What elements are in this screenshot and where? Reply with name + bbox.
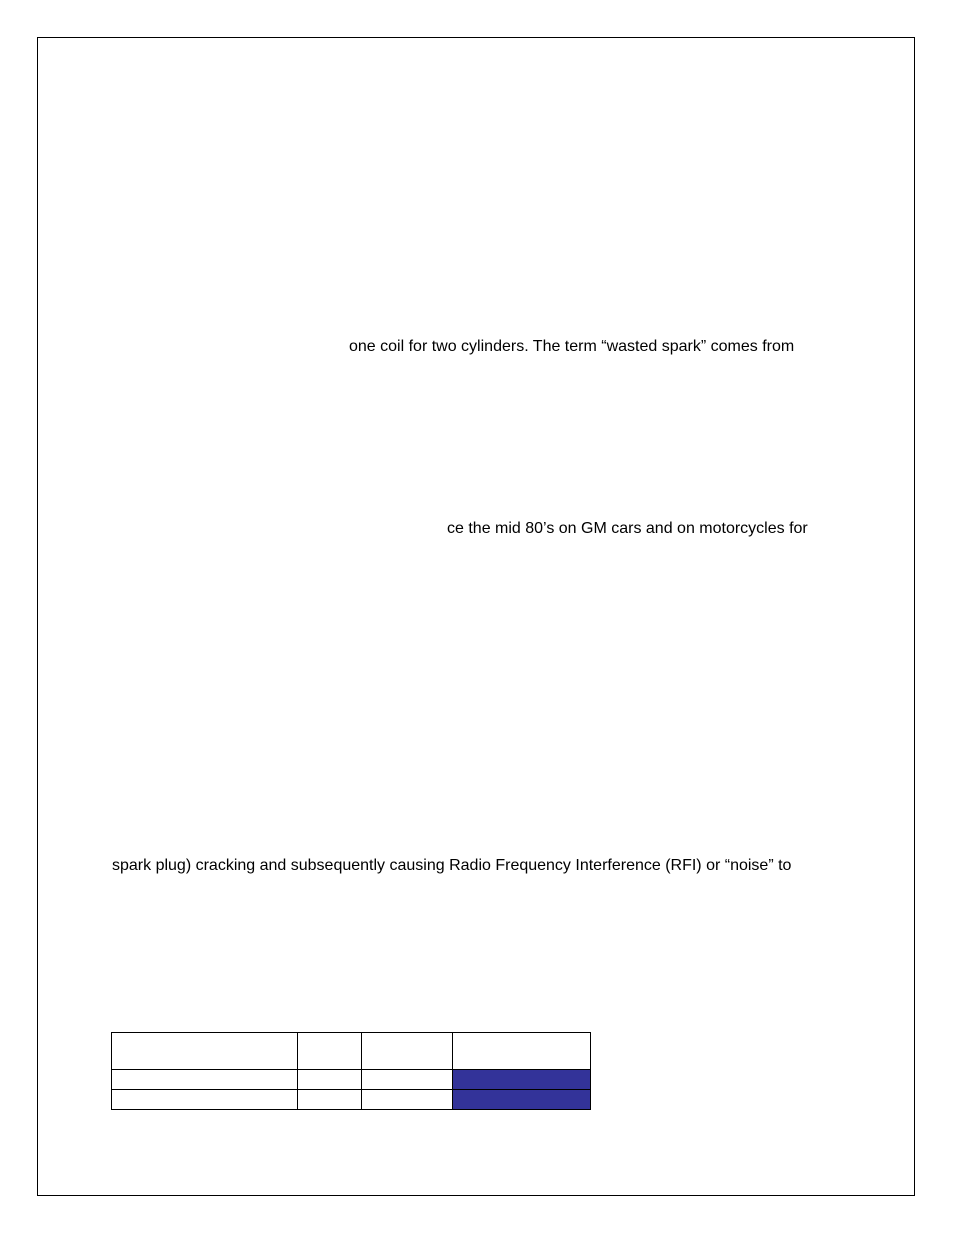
- table-cell: [453, 1033, 591, 1070]
- table-row: [112, 1090, 591, 1110]
- body-text-line-3: spark plug) cracking and subsequently causing Radio Frequency Interference (RFI) or “noise” to: [112, 857, 792, 874]
- table-header-row: [112, 1033, 591, 1070]
- table-cell: [112, 1033, 298, 1070]
- table-cell: [298, 1090, 362, 1110]
- table-cell-filled: [453, 1090, 591, 1110]
- table-cell: [362, 1070, 453, 1090]
- table-cell: [298, 1033, 362, 1070]
- page-border: [37, 37, 915, 1196]
- table-cell: [362, 1033, 453, 1070]
- table-row: [112, 1070, 591, 1090]
- table-cell: [362, 1090, 453, 1110]
- table-cell-filled: [453, 1070, 591, 1090]
- body-text-line-1: one coil for two cylinders. The term “wasted spark” comes from: [349, 338, 795, 355]
- body-text-line-2: ce the mid 80’s on GM cars and on motorcycles for: [447, 520, 808, 537]
- table-cell: [112, 1070, 298, 1090]
- data-table: [111, 1032, 591, 1110]
- table-cell: [112, 1090, 298, 1110]
- table-cell: [298, 1070, 362, 1090]
